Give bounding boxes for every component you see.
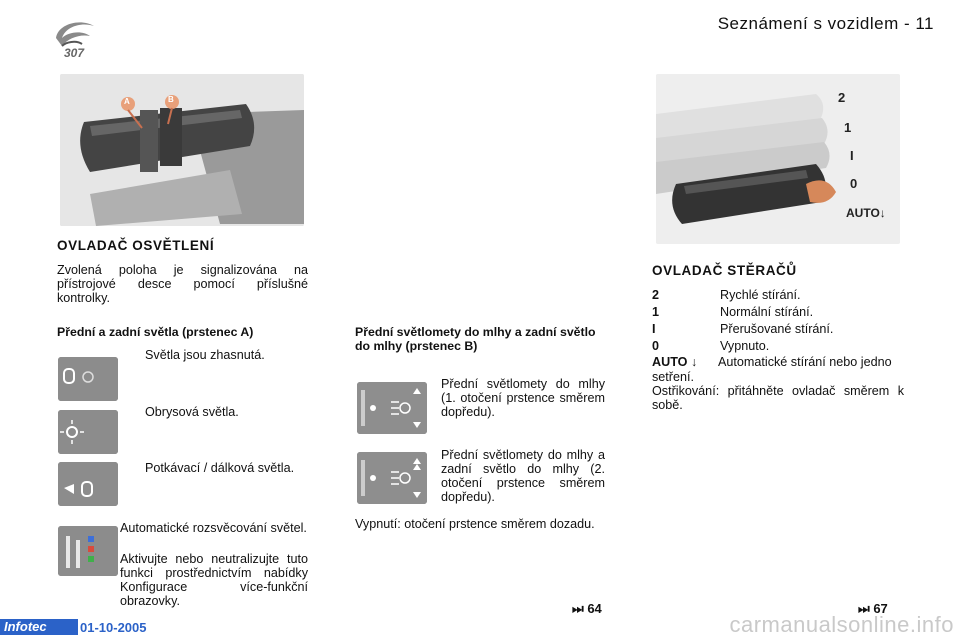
wiper-section-title: OVLADAČ STĚRAČŮ: [652, 263, 797, 278]
fog-off-text: Vypnutí: otočení prstence směrem dozadu.: [355, 517, 595, 531]
dipped-beam-text: Potkávací / dálková světla.: [145, 461, 295, 475]
wiper-pos-1: 1: [844, 120, 852, 135]
auto-lighting-icon: [58, 526, 118, 576]
parking-lights-text: Obrysová světla.: [145, 405, 239, 419]
fast-forward-icon: ⏭: [858, 601, 870, 616]
wiper-pos-0: 0: [850, 176, 858, 191]
down-arrow-icon: ↓: [879, 206, 886, 220]
footer-date: 01-10-2005: [80, 620, 147, 635]
wiper-row-auto: [652, 355, 902, 385]
logo-text: 307: [64, 46, 85, 60]
label-a: A: [124, 97, 130, 106]
front-fog-icon: [357, 382, 427, 434]
ring-a-title: Přední a zadní světla (prstenec A): [57, 325, 254, 339]
infotec-badge: Infotec: [0, 619, 78, 635]
page-link-67-number: 67: [873, 601, 888, 616]
wiper-row-0: [652, 339, 769, 354]
lighting-intro: Zvolená poloha je signalizována na přístrojové desce pomocí příslušné kontrolky.: [57, 263, 308, 305]
wiper-pos-i: I: [850, 148, 854, 163]
watermark: carmanualsonline.info: [729, 612, 954, 637]
wiper-desc: Automatické stírání nebo jedno setření.: [652, 355, 892, 384]
wiper-row-2: [652, 288, 801, 303]
washer-text: Ostřikování: přitáhněte ovladač směrem k sobě.: [652, 384, 904, 412]
wiper-key: 0: [652, 339, 660, 353]
wiper-stalk-photo: [656, 74, 900, 244]
wiper-desc: Vypnuto.: [720, 339, 770, 353]
wiper-row-i: [652, 322, 833, 337]
fast-forward-icon: ⏭: [572, 601, 584, 616]
dipped-beam-icon: [58, 462, 118, 506]
wiper-key: AUTO ↓: [652, 355, 698, 369]
front-fog-text: Přední světlomety do mlhy (1. otočení prstence směrem dopředu).: [441, 377, 605, 419]
lighting-section-title: OVLADAČ OSVĚTLENÍ: [57, 238, 215, 253]
wiper-auto-label: AUTO: [846, 206, 880, 220]
peugeot-307-logo: [52, 16, 98, 60]
lights-off-text: Světla jsou zhasnutá.: [145, 348, 265, 362]
wiper-key: 1: [652, 305, 660, 319]
page-title: Seznámení s vozidlem - 11: [717, 14, 934, 33]
ring-b-title: Přední světlomety do mlhy a zadní světlo do mlhy (prstenec B): [355, 325, 596, 353]
wiper-pos-2: 2: [838, 90, 846, 105]
page-link-64[interactable]: [572, 601, 602, 617]
wiper-desc: Přerušované stírání.: [720, 322, 834, 336]
lighting-stalk-photo: [60, 74, 304, 226]
wiper-key: I: [652, 322, 656, 336]
auto-lighting-config-text: Aktivujte nebo neutralizujte tuto funkci prostřednictvím nabídky Konfigurace více-funkční obrazovky.: [120, 552, 308, 608]
wiper-key: 2: [652, 288, 660, 302]
rear-fog-text: Přední světlomety do mlhy a zadní světlo do mlhy (2. otočení prstence směrem dopředu).: [441, 448, 605, 504]
parking-lights-icon: [58, 410, 118, 454]
wiper-row-1: [652, 305, 813, 320]
wiper-desc: Rychlé stírání.: [720, 288, 801, 302]
wiper-desc: Normální stírání.: [720, 305, 814, 319]
page-link-64-number: 64: [587, 601, 602, 616]
rear-fog-icon: [357, 452, 427, 504]
label-b: B: [168, 95, 174, 104]
lights-off-icon: [58, 357, 118, 401]
wiper-pos-auto: [846, 206, 886, 220]
auto-lighting-text: Automatické rozsvěcování světel.: [120, 521, 307, 535]
